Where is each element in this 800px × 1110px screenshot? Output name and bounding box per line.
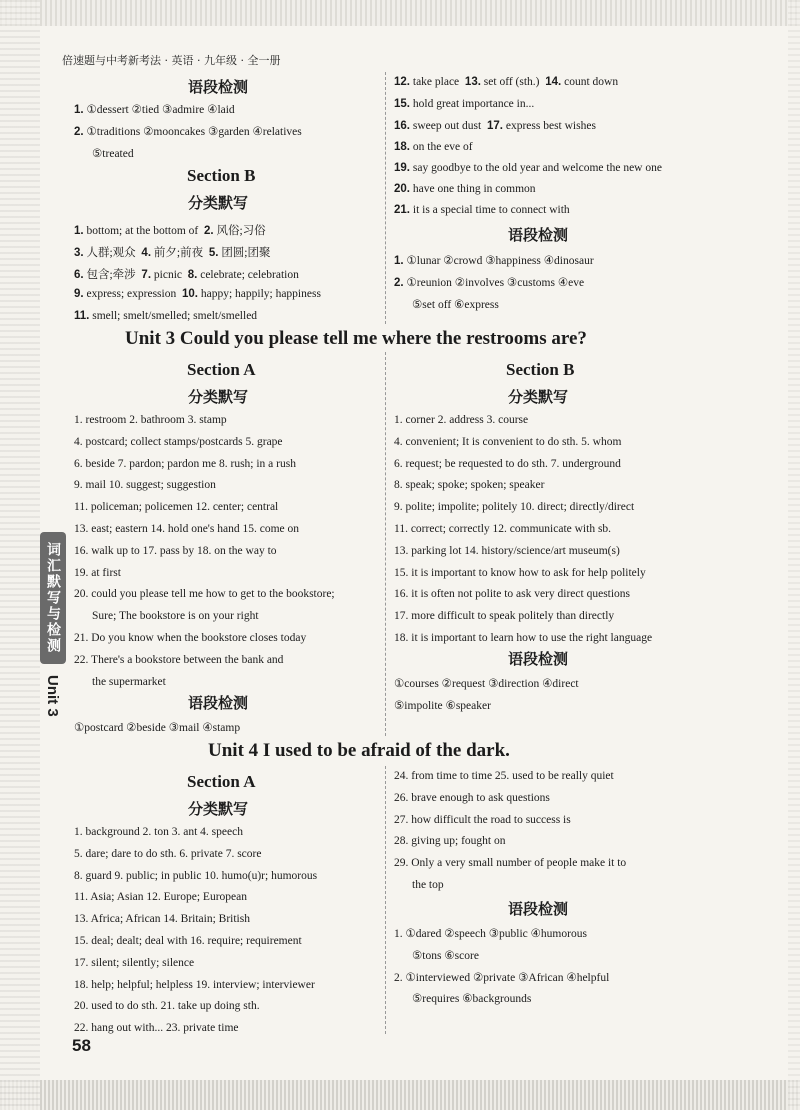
answer-line: 17. more difficult to speak politely than directly bbox=[394, 610, 615, 623]
answer-line: 13. east; eastern 14. hold one's hand 15. come on bbox=[74, 523, 299, 535]
answer-line: 9. express; expression 10. happy; happily; happiness bbox=[74, 288, 321, 300]
answer-line: 20. could you please tell me how to get to the bookstore; bbox=[74, 588, 335, 601]
answer-line: 15. hold great importance in... bbox=[394, 98, 535, 110]
column-divider bbox=[385, 766, 386, 1034]
answer-line: 24. from time to time 25. used to be really quiet bbox=[394, 770, 614, 782]
section-heading: Section A bbox=[187, 360, 256, 379]
check-heading: 语段检测 bbox=[188, 694, 249, 712]
answer-line: 16. it is often not polite to ask very direct questions bbox=[394, 588, 631, 601]
section-heading: Section B bbox=[187, 166, 256, 185]
check-heading: 语段检测 bbox=[508, 650, 569, 668]
answer-line: ①courses ②request ③direction ④direct bbox=[394, 678, 579, 690]
answer-line: 18. it is important to learn how to use the right language bbox=[394, 632, 653, 644]
answer-line: 1. ①dared ②speech ③public ④humorous bbox=[394, 928, 587, 940]
answer-line: 1. corner 2. address 3. course bbox=[394, 414, 529, 426]
answer-line: 20. have one thing in common bbox=[394, 183, 536, 195]
side-unit-label: Unit 3 bbox=[44, 675, 61, 717]
answer-line: 9. mail 10. suggest; suggestion bbox=[74, 479, 216, 492]
section-heading: Section B bbox=[506, 360, 575, 379]
answer-line: Sure; The bookstore is on your right bbox=[92, 610, 259, 623]
answer-line: ⑤requires ⑥backgrounds bbox=[412, 993, 532, 1006]
dictation-heading: 分类默写 bbox=[508, 388, 569, 406]
answer-line: 18. help; helpful; helpless 19. interview; interviewer bbox=[74, 978, 315, 991]
answer-line: 15. it is important to know how to ask for help politely bbox=[394, 566, 646, 579]
answer-line: 6. request; be requested to do sth. 7. underground bbox=[394, 457, 621, 470]
answer-line: 2. ①traditions ②mooncakes ③garden ④relatives bbox=[74, 126, 302, 138]
answer-line: 4. postcard; collect stamps/postcards 5. grape bbox=[74, 435, 283, 448]
scan-border-bottom bbox=[0, 1080, 800, 1110]
answer-line: 19. at first bbox=[74, 566, 121, 579]
answer-line: 1. background 2. ton 3. ant 4. speech bbox=[74, 826, 243, 838]
answer-line: ①postcard ②beside ③mail ④stamp bbox=[74, 722, 241, 734]
answer-line: 4. convenient; It is convenient to do sth. 5. whom bbox=[394, 435, 622, 448]
answer-line: ⑤impolite ⑥speaker bbox=[394, 700, 491, 712]
check-heading: 语段检测 bbox=[508, 900, 569, 918]
dictation-heading: 分类默写 bbox=[188, 194, 249, 212]
answer-line: 17. silent; silently; silence bbox=[74, 956, 195, 969]
answer-line: 5. dare; dare to do sth. 6. private 7. score bbox=[74, 847, 262, 860]
answer-line: 11. smell; smelt/smelled; smelt/smelled bbox=[74, 310, 258, 322]
answer-line: 27. how difficult the road to success is bbox=[394, 813, 571, 826]
page-header: 倍速题与中考新考法 · 英语 · 九年级 · 全一册 bbox=[62, 54, 281, 67]
page-number: 58 bbox=[72, 1036, 91, 1055]
dictation-heading: 分类默写 bbox=[188, 388, 249, 406]
answer-line: 21. it is a special time to connect with bbox=[394, 204, 570, 216]
answer-line: 11. policeman; policemen 12. center; central bbox=[74, 501, 279, 514]
answer-line: 6. beside 7. pardon; pardon me 8. rush; in a rush bbox=[74, 457, 296, 470]
answer-line: 1. ①lunar ②crowd ③happiness ④dinosaur bbox=[394, 255, 594, 267]
check-heading: 语段检测 bbox=[188, 78, 249, 96]
answer-line: 1. bottom; at the bottom of 2. 风俗;习俗 bbox=[74, 225, 266, 237]
answer-line: 6. 包含;牵涉 7. picnic 8. celebrate; celebration bbox=[74, 269, 299, 281]
answer-line: 18. on the eve of bbox=[394, 141, 473, 153]
check-heading: 语段检测 bbox=[508, 226, 569, 244]
scan-border-right bbox=[788, 0, 800, 1110]
answer-line: ⑤tons ⑥score bbox=[412, 949, 479, 962]
side-tab: 词汇默写与检测 bbox=[40, 532, 66, 664]
answer-line: 3. 人群;观众 4. 前夕;前夜 5. 团圆;团聚 bbox=[74, 247, 271, 259]
answer-line: 13. Africa; African 14. Britain; British bbox=[74, 913, 250, 926]
answer-line: 13. parking lot 14. history/science/art museum(s) bbox=[394, 544, 620, 557]
answer-line: 11. correct; correctly 12. communicate with sb. bbox=[394, 523, 612, 535]
answer-line: 16. sweep out dust 17. express best wishes bbox=[394, 120, 596, 132]
scan-border-top bbox=[0, 0, 800, 26]
answer-line: 15. deal; dealt; deal with 16. require; requirement bbox=[74, 935, 302, 947]
answer-line: 8. guard 9. public; in public 10. humo(u)r; humorous bbox=[74, 869, 318, 882]
answer-line: 11. Asia; Asian 12. Europe; European bbox=[74, 891, 247, 904]
answer-line: ⑤treated bbox=[92, 148, 134, 160]
answer-line: 1. ①dessert ②tied ③admire ④laid bbox=[74, 104, 235, 116]
scan-border-left bbox=[0, 0, 40, 1110]
answer-line: 1. restroom 2. bathroom 3. stamp bbox=[74, 414, 227, 426]
section-heading: Section A bbox=[187, 772, 256, 791]
answer-line: 8. speak; spoke; spoken; speaker bbox=[394, 479, 545, 492]
answer-line: 12. take place 13. set off (sth.) 14. count down bbox=[394, 76, 619, 88]
column-divider bbox=[385, 72, 386, 324]
answer-line: 16. walk up to 17. pass by 18. on the way to bbox=[74, 544, 277, 557]
answer-line: the top bbox=[412, 879, 444, 891]
answer-line: 26. brave enough to ask questions bbox=[394, 791, 550, 804]
column-divider bbox=[385, 352, 386, 736]
answer-line: 19. say goodbye to the old year and welcome the new one bbox=[394, 162, 662, 174]
answer-line: 2. ①interviewed ②private ③African ④helpful bbox=[394, 971, 610, 984]
answer-line: 22. There's a bookstore between the bank and bbox=[74, 653, 284, 666]
unit-title: Unit 4 I used to be afraid of the dark. bbox=[208, 740, 510, 761]
answer-line: 22. hang out with... 23. private time bbox=[74, 1022, 239, 1035]
answer-line: 29. Only a very small number of people make it to bbox=[394, 857, 627, 870]
answer-line: 20. used to do sth. 21. take up doing sth. bbox=[74, 1000, 260, 1013]
answer-line: 9. polite; impolite; politely 10. direct; directly/direct bbox=[394, 501, 635, 514]
answer-line: ⑤set off ⑥express bbox=[412, 299, 499, 311]
answer-line: 21. Do you know when the bookstore closes today bbox=[74, 632, 307, 644]
answer-line: 2. ①reunion ②involves ③customs ④eve bbox=[394, 277, 585, 289]
answer-line: the supermarket bbox=[92, 675, 166, 688]
unit-title: Unit 3 Could you please tell me where the restrooms are? bbox=[125, 328, 587, 349]
dictation-heading: 分类默写 bbox=[188, 800, 249, 818]
answer-line: 28. giving up; fought on bbox=[394, 835, 506, 848]
